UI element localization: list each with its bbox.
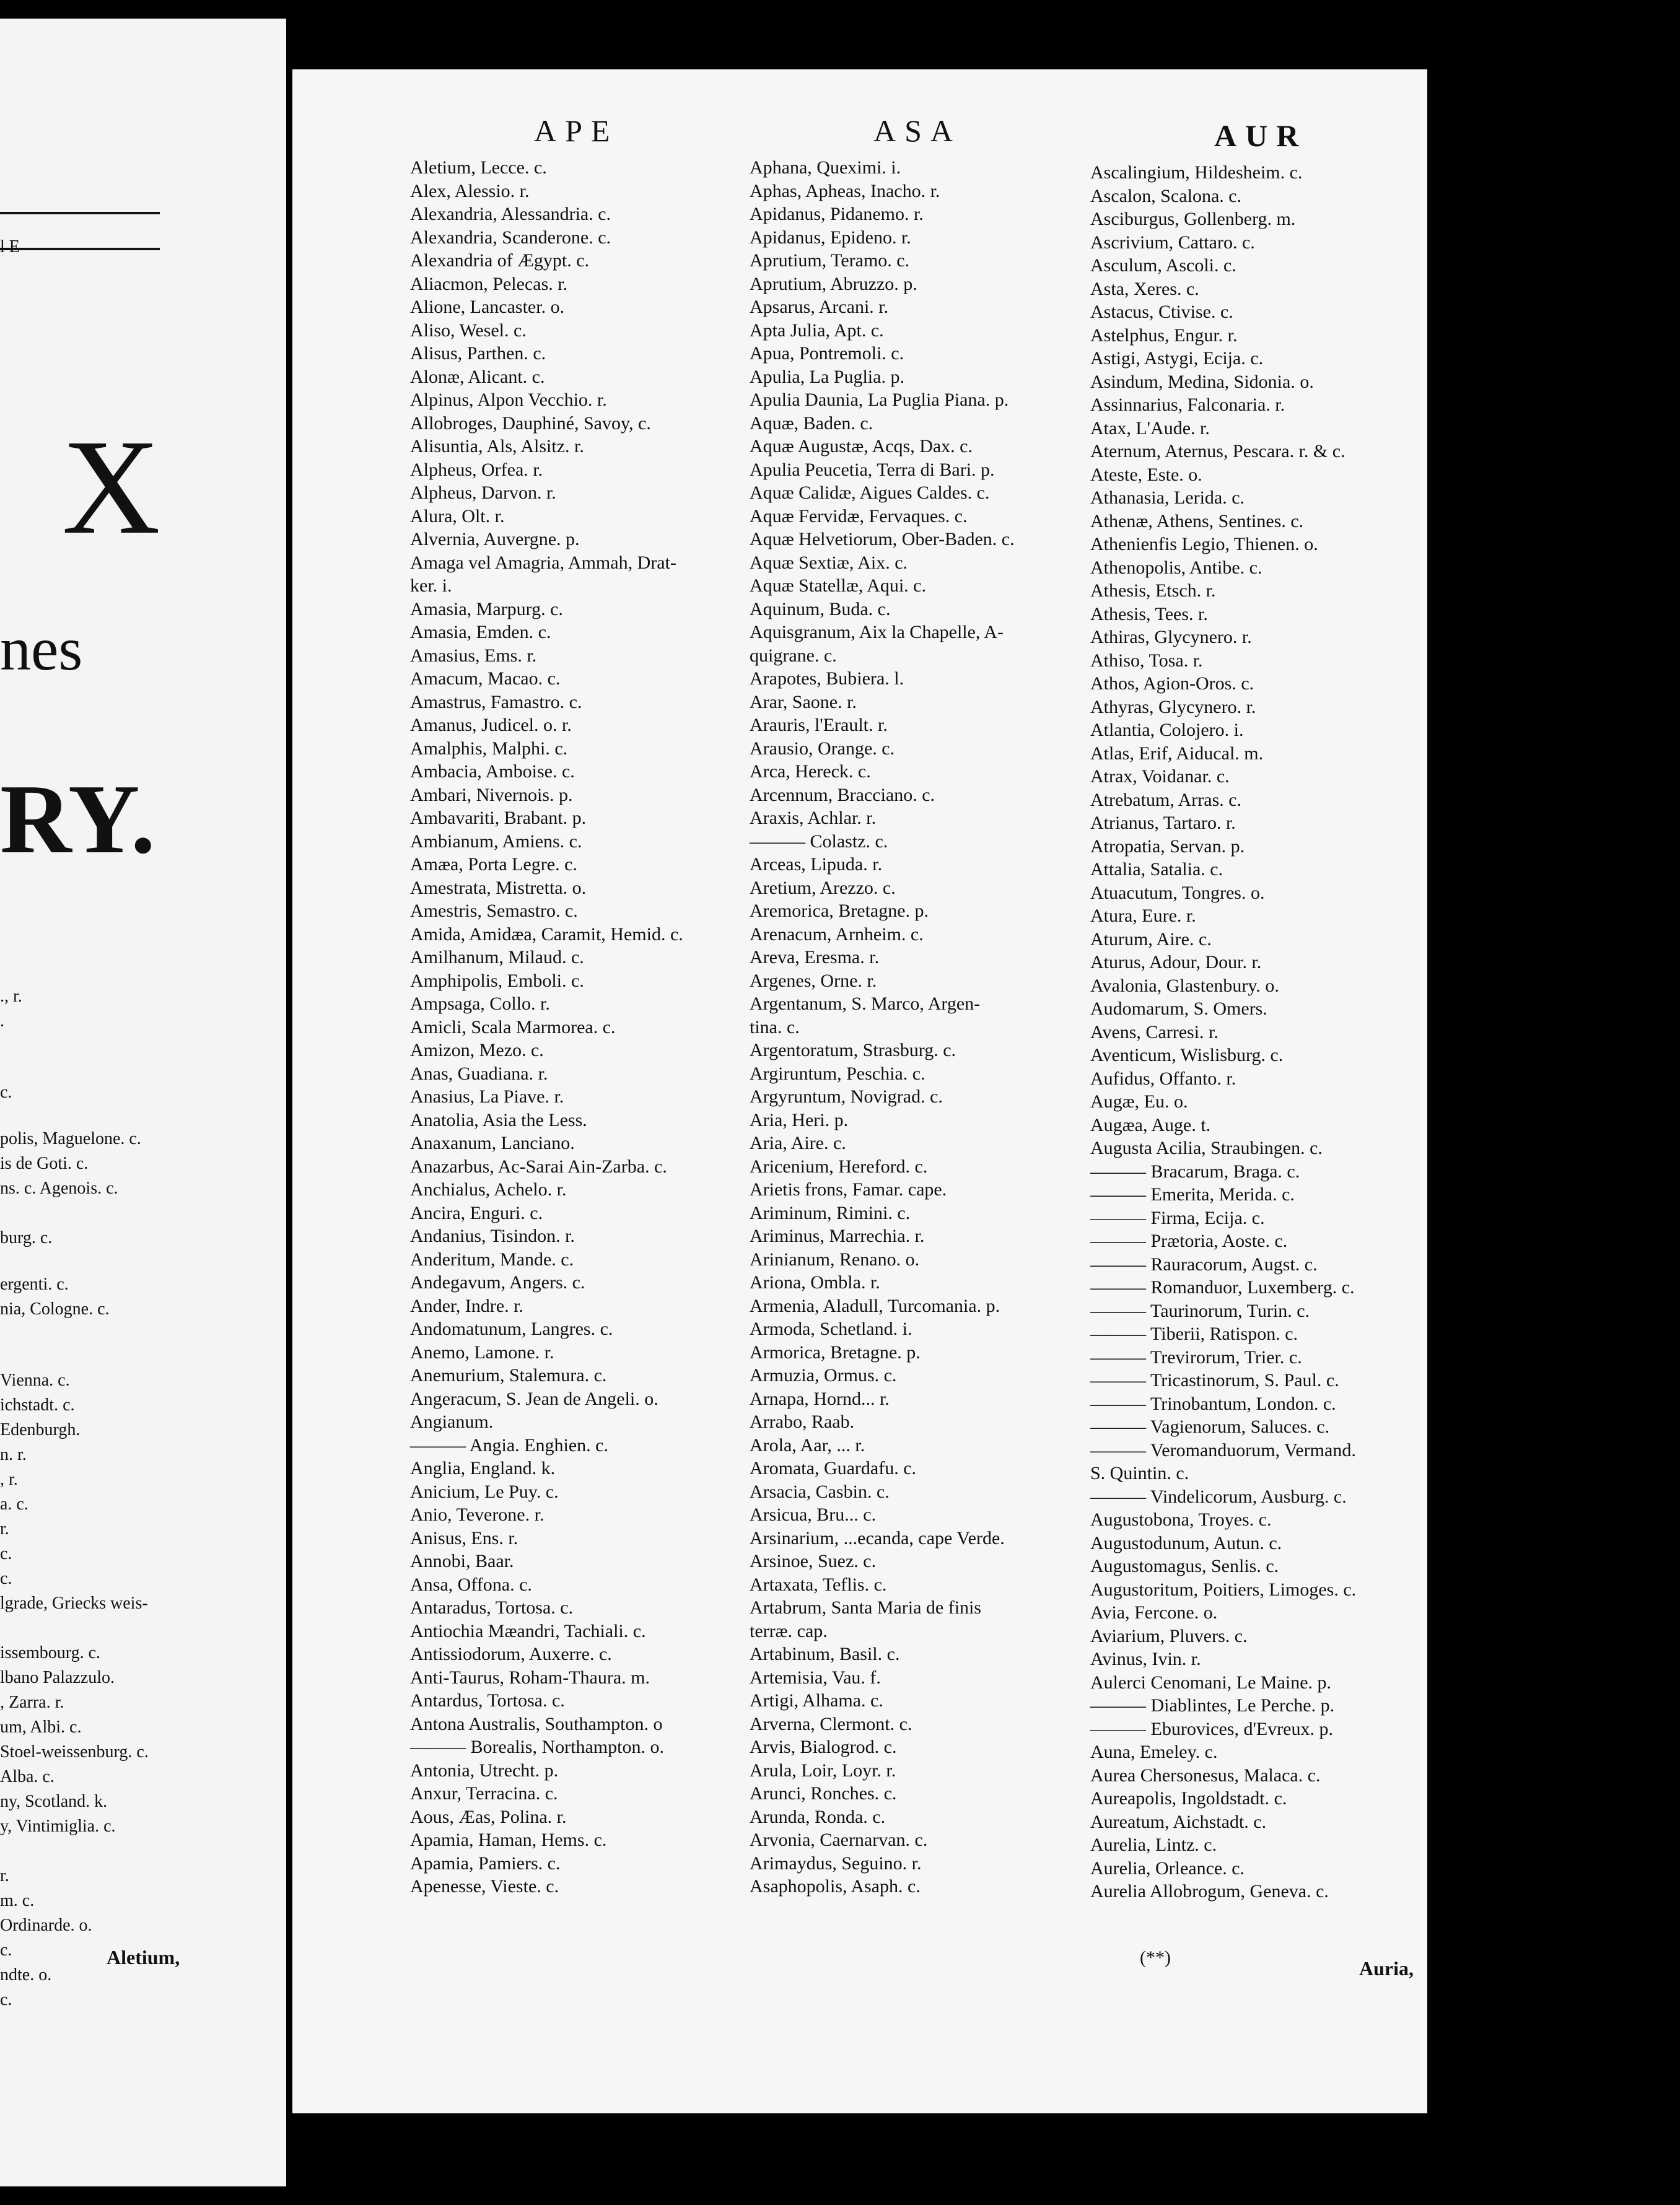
entry-list bbox=[410, 156, 683, 1898]
column-header: ASA bbox=[873, 113, 962, 148]
index-entry: Antissiodorum, Auxerre. c. bbox=[410, 1644, 612, 1664]
entry-list bbox=[1090, 161, 1356, 1903]
index-entry: Aletium, Lecce. c. bbox=[410, 157, 547, 178]
index-entry: Alexandria of Ægypt. c. bbox=[410, 250, 590, 271]
index-entry: Ander, Indre. r. bbox=[410, 1295, 523, 1316]
index-entry: Amasia, Emden. c. bbox=[410, 622, 551, 642]
index-entry: Aufidus, Offanto. r. bbox=[1090, 1068, 1236, 1089]
index-entry: Ariminum, Rimini. c. bbox=[750, 1202, 911, 1223]
index-entry: Asta, Xeres. c. bbox=[1090, 278, 1199, 299]
index-entry: Arvis, Bialogrod. c. bbox=[750, 1737, 897, 1757]
index-entry: Artabinum, Basil. c. bbox=[750, 1644, 900, 1664]
index-entry: Arunda, Ronda. c. bbox=[750, 1806, 886, 1827]
text-fragment: ., r. bbox=[0, 987, 22, 1006]
index-entry: Arceas, Lipuda. r. bbox=[750, 854, 883, 875]
index-entry: Anicium, Le Puy. c. bbox=[410, 1481, 559, 1502]
index-entry: Alisuntia, Als, Alsitz. r. bbox=[410, 436, 584, 456]
index-entry: S. Quintin. c. bbox=[1090, 1463, 1189, 1483]
index-entry: Anderitum, Mande. c. bbox=[410, 1249, 574, 1270]
index-entry: Atuacutum, Tongres. o. bbox=[1090, 882, 1265, 903]
index-entry: Amphipolis, Emboli. c. bbox=[410, 970, 584, 991]
index-entry: Anaxanum, Lanciano. bbox=[410, 1133, 575, 1153]
index-entry: Ambianum, Amiens. c. bbox=[410, 831, 582, 852]
index-entry: Augustomagus, Senlis. c. bbox=[1090, 1556, 1279, 1576]
index-entry: quigrane. c. bbox=[750, 645, 837, 666]
index-entry: ——— Firma, Ecija. c. bbox=[1090, 1207, 1265, 1228]
index-entry: ——— Diablintes, Le Perche. p. bbox=[1090, 1695, 1335, 1716]
index-entry: Ariona, Ombla. r. bbox=[750, 1272, 880, 1293]
text-fragment: ndte. o. bbox=[0, 1965, 52, 1984]
index-entry: ——— Romanduor, Luxemberg. c. bbox=[1090, 1277, 1355, 1298]
big-fragment-nes: nes bbox=[0, 614, 83, 683]
index-entry: Avens, Carresi. r. bbox=[1090, 1021, 1218, 1042]
index-entry: Alonæ, Alicant. c. bbox=[410, 366, 545, 387]
index-entry: Aquisgranum, Aix la Chapelle, A- bbox=[750, 622, 1004, 642]
index-entry: Athiras, Glycynero. r. bbox=[1090, 627, 1252, 647]
index-entry: Ambavariti, Brabant. p. bbox=[410, 808, 587, 828]
index-entry: Allobroges, Dauphiné, Savoy, c. bbox=[410, 413, 651, 434]
index-entry: Augusta Acilia, Straubingen. c. bbox=[1090, 1138, 1323, 1158]
index-entry: Apidanus, Pidanemo. r. bbox=[750, 204, 924, 224]
index-entry: Ambacia, Amboise. c. bbox=[410, 761, 575, 782]
index-entry: Amalphis, Malphi. c. bbox=[410, 738, 568, 759]
index-entry: Athesis, Tees. r. bbox=[1090, 603, 1208, 624]
index-entry: Amida, Amidæa, Caramit, Hemid. c. bbox=[410, 923, 683, 945]
index-entry: Argiruntum, Peschia. c. bbox=[750, 1063, 925, 1084]
index-entry: Ansa, Offona. c. bbox=[410, 1574, 532, 1595]
index-entry: Argentanum, S. Marco, Argen- bbox=[750, 993, 981, 1014]
index-entry: Apenesse, Vieste. c. bbox=[410, 1876, 559, 1897]
index-entry: Areva, Eresma. r. bbox=[750, 947, 880, 967]
index-entry: Antonia, Utrecht. p. bbox=[410, 1760, 559, 1781]
index-entry: Aquæ Statellæ, Aqui. c. bbox=[750, 575, 926, 596]
index-entry: Athyras, Glycynero. r. bbox=[1090, 696, 1256, 717]
index-entry: Atlas, Erif, Aiducal. m. bbox=[1090, 743, 1264, 764]
index-entry: Amæa, Porta Legre. c. bbox=[410, 854, 577, 875]
index-entry: Amastrus, Famastro. c. bbox=[410, 691, 582, 712]
index-entry: Arcennum, Bracciano. c. bbox=[750, 784, 935, 805]
index-entry: ——— Trinobantum, London. c. bbox=[1090, 1393, 1336, 1414]
index-entry: Aquæ Augustæ, Acqs, Dax. c. bbox=[750, 436, 973, 456]
index-entry: ——— Vagienorum, Saluces. c. bbox=[1090, 1417, 1330, 1437]
text-fragment: Ordinarde. o. bbox=[0, 1916, 92, 1935]
index-entry: Anio, Teverone. r. bbox=[410, 1504, 545, 1525]
text-fragment: burg. c. bbox=[0, 1228, 53, 1247]
index-entry: Antaradus, Tortosa. c. bbox=[410, 1597, 574, 1618]
index-entry: Augustoritum, Poitiers, Limoges. c. bbox=[1090, 1579, 1357, 1600]
text-fragment: um, Albi. c. bbox=[0, 1718, 82, 1737]
index-entry: Apta Julia, Apt. c. bbox=[750, 320, 884, 341]
index-entry: Anxur, Terracina. c. bbox=[410, 1783, 558, 1804]
index-entry: Aquæ Sextiæ, Aix. c. bbox=[750, 552, 908, 573]
text-fragment: polis, Maguelone. c. bbox=[0, 1129, 141, 1148]
index-entry: ——— Taurinorum, Turin. c. bbox=[1090, 1300, 1310, 1321]
text-fragment: c. bbox=[0, 1569, 12, 1588]
index-entry: Aquæ Helvetiorum, Ober-Baden. c. bbox=[750, 529, 1015, 549]
index-entry: Atrax, Voidanar. c. bbox=[1090, 766, 1230, 787]
index-entry: Alisus, Parthen. c. bbox=[410, 343, 546, 364]
index-entry: Aquæ Fervidæ, Fervaques. c. bbox=[750, 505, 968, 526]
index-entry: Alpinus, Alpon Vecchio. r. bbox=[410, 390, 607, 410]
index-entry: Arsinoe, Suez. c. bbox=[750, 1551, 877, 1571]
index-entry: Aromata, Guardafu. c. bbox=[750, 1458, 917, 1478]
index-entry: Atura, Eure. r. bbox=[1090, 906, 1196, 926]
index-entry: Artigi, Alhama. c. bbox=[750, 1690, 883, 1711]
index-entry: Aventicum, Wislisburg. c. bbox=[1090, 1045, 1284, 1065]
text-fragment: is de Goti. c. bbox=[0, 1154, 89, 1173]
left-catchword: Aletium, bbox=[107, 1946, 180, 1968]
index-entry: Arsinarium, ...ecanda, cape Verde. bbox=[750, 1527, 1005, 1548]
text-fragment: ny, Scotland. k. bbox=[0, 1792, 108, 1811]
index-entry: Alexandria, Scanderone. c. bbox=[410, 227, 611, 248]
index-entry: Anatolia, Asia the Less. bbox=[410, 1109, 587, 1130]
index-entry: Arenacum, Arnheim. c. bbox=[750, 923, 924, 945]
index-entry: Aremorica, Bretagne. p. bbox=[750, 901, 929, 921]
index-entry: Apsarus, Arcani. r. bbox=[750, 297, 889, 317]
text-fragment: lgrade, Griecks weis- bbox=[0, 1594, 148, 1613]
index-entry: Athenopolis, Antibe. c. bbox=[1090, 557, 1262, 578]
index-entry: Apua, Pontremoli. c. bbox=[750, 343, 904, 364]
index-entry: Ateste, Este. o. bbox=[1090, 464, 1202, 485]
text-fragment: m. c. bbox=[0, 1891, 35, 1910]
text-fragment: Vienna. c. bbox=[0, 1371, 70, 1390]
text-fragment: l E bbox=[0, 237, 20, 256]
index-entry: Alvernia, Auvergne. p. bbox=[410, 529, 580, 549]
index-entry: Aretium, Arezzo. c. bbox=[750, 877, 896, 898]
index-entry: Augustobona, Troyes. c. bbox=[1090, 1509, 1272, 1530]
text-fragment: r. bbox=[0, 1519, 9, 1539]
index-entry: Alura, Olt. r. bbox=[410, 505, 505, 526]
index-entry: ——— Prætoria, Aoste. c. bbox=[1090, 1231, 1288, 1251]
index-entry: ——— Veromanduorum, Vermand. bbox=[1090, 1439, 1356, 1461]
index-entry: Arsicua, Bru... c. bbox=[750, 1504, 877, 1525]
text-fragment: c. bbox=[0, 1990, 12, 2009]
index-entry: Arar, Saone. r. bbox=[750, 691, 857, 712]
index-entry: Antardus, Tortosa. c. bbox=[410, 1690, 565, 1711]
text-fragment: nia, Cologne. c. bbox=[0, 1299, 110, 1319]
index-entry: Apamia, Haman, Hems. c. bbox=[410, 1830, 607, 1850]
index-entry: Anti-Taurus, Roham-Thaura. m. bbox=[410, 1667, 650, 1688]
index-entry: Aria, Aire. c. bbox=[750, 1133, 846, 1153]
index-entry: Argentoratum, Strasburg. c. bbox=[750, 1040, 956, 1060]
index-entry: Anemurium, Stalemura. c. bbox=[410, 1365, 607, 1386]
index-entry: Asculum, Ascoli. c. bbox=[1090, 255, 1236, 276]
text-fragment: ns. c. Agenois. c. bbox=[0, 1179, 118, 1198]
index-entry: Aliacmon, Pelecas. r. bbox=[410, 273, 568, 294]
big-fragment-ry: RY. bbox=[0, 764, 155, 874]
index-entry: Athenæ, Athens, Sentines. c. bbox=[1090, 510, 1304, 531]
index-entry: Athanasia, Lerida. c. bbox=[1090, 487, 1245, 508]
index-entry: Aphana, Queximi. i. bbox=[750, 157, 901, 178]
index-entry: ker. i. bbox=[410, 575, 452, 596]
index-entry: Aliso, Wesel. c. bbox=[410, 320, 527, 341]
index-entry: Anas, Guadiana. r. bbox=[410, 1063, 548, 1084]
index-entry: Attalia, Satalia. c. bbox=[1090, 859, 1223, 880]
index-entry: terræ. cap. bbox=[750, 1620, 828, 1641]
index-entry: Aurea Chersonesus, Malaca. c. bbox=[1090, 1765, 1321, 1786]
index-entry: Amasius, Ems. r. bbox=[410, 645, 537, 666]
text-fragment: issembourg. c. bbox=[0, 1643, 101, 1662]
column-header: APE bbox=[534, 113, 619, 148]
index-entry: Arverna, Clermont. c. bbox=[750, 1713, 912, 1734]
index-entry: Athenienfis Legio, Thienen. o. bbox=[1090, 534, 1318, 554]
index-entry: ——— Bracarum, Braga. c. bbox=[1090, 1161, 1300, 1182]
index-entry: Aurelia, Orleance. c. bbox=[1090, 1858, 1245, 1879]
index-entry: Anemo, Lamone. r. bbox=[410, 1342, 554, 1363]
signature-mark: (**) bbox=[1140, 1947, 1171, 1968]
index-entry: Atlantia, Colojero. i. bbox=[1090, 720, 1244, 740]
text-fragment: c. bbox=[0, 1083, 12, 1102]
index-entry: Apamia, Pamiers. c. bbox=[410, 1853, 561, 1874]
column-header: AUR bbox=[1214, 118, 1308, 153]
index-entry: Anazarbus, Ac-Sarai Ain-Zarba. c. bbox=[410, 1156, 667, 1177]
index-entry: Aviarium, Pluvers. c. bbox=[1090, 1625, 1248, 1646]
index-entry: Aureapolis, Ingoldstadt. c. bbox=[1090, 1788, 1287, 1809]
index-entry: Assinnarius, Falconaria. r. bbox=[1090, 395, 1285, 415]
index-entry: ——— Colastz. c. bbox=[750, 831, 888, 852]
index-entry: Ariminus, Marrechia. r. bbox=[750, 1226, 925, 1246]
index-entry: ——— Tricastinorum, S. Paul. c. bbox=[1090, 1370, 1339, 1391]
index-entry: Apulia Daunia, La Puglia Piana. p. bbox=[750, 390, 1009, 410]
index-entry: Augæ, Eu. o. bbox=[1090, 1091, 1188, 1112]
index-entry: Antiochia Mæandri, Tachiali. c. bbox=[410, 1620, 646, 1641]
text-fragment: Alba. c. bbox=[0, 1767, 55, 1786]
index-entry: Aphas, Apheas, Inacho. r. bbox=[750, 180, 940, 201]
index-entry: Aurelia Allobrogum, Geneva. c. bbox=[1090, 1881, 1329, 1902]
text-fragment: n. r. bbox=[0, 1445, 27, 1464]
index-entry: Augustodunum, Autun. c. bbox=[1090, 1532, 1282, 1553]
index-entry: Arrabo, Raab. bbox=[750, 1412, 855, 1432]
index-entry: Aquæ, Baden. c. bbox=[750, 413, 873, 434]
index-entry: Amaga vel Amagria, Ammah, Drat- bbox=[410, 552, 676, 573]
index-entry: Amasia, Marpurg. c. bbox=[410, 598, 563, 619]
index-entry: Amestris, Semastro. c. bbox=[410, 901, 578, 921]
index-entry: Argenes, Orne. r. bbox=[750, 970, 877, 991]
index-entry: Apulia Peucetia, Terra di Bari. p. bbox=[750, 459, 995, 480]
index-entry: Armorica, Bretagne. p. bbox=[750, 1342, 921, 1363]
left-page bbox=[0, 19, 286, 2186]
index-entry: Ancira, Enguri. c. bbox=[410, 1202, 543, 1223]
index-entry: Athesis, Etsch. r. bbox=[1090, 580, 1216, 601]
index-entry: ——— Emerita, Merida. c. bbox=[1090, 1184, 1295, 1205]
index-entry: Arsacia, Casbin. c. bbox=[750, 1481, 890, 1502]
index-entry: ——— Trevirorum, Trier. c. bbox=[1090, 1347, 1302, 1368]
text-fragment: . bbox=[0, 1011, 4, 1031]
index-entry: Avalonia, Glastenbury. o. bbox=[1090, 975, 1279, 996]
text-fragment: lbano Palazzulo. bbox=[0, 1668, 115, 1687]
index-entry: ——— Vindelicorum, Ausburg. c. bbox=[1090, 1486, 1347, 1507]
index-entry: Asciburgus, Gollenberg. m. bbox=[1090, 209, 1296, 229]
index-entry: Aturus, Adour, Dour. r. bbox=[1090, 952, 1262, 972]
index-entry: Annobi, Baar. bbox=[410, 1551, 514, 1571]
text-fragment: c. bbox=[0, 1941, 12, 1960]
index-entry: Arapotes, Bubiera. l. bbox=[750, 668, 904, 689]
index-entry: Auna, Emeley. c. bbox=[1090, 1742, 1218, 1762]
index-entry: Anasius, La Piave. r. bbox=[410, 1086, 564, 1107]
index-entry: Aous, Æas, Polina. r. bbox=[410, 1806, 567, 1827]
text-fragment: c. bbox=[0, 1544, 12, 1563]
index-entry: Atrianus, Tartaro. r. bbox=[1090, 813, 1236, 833]
index-entry: Anisus, Ens. r. bbox=[410, 1527, 518, 1548]
text-fragment: a. c. bbox=[0, 1495, 28, 1514]
index-entry: Arola, Aar, ... r. bbox=[750, 1434, 865, 1456]
index-entry: Avia, Fercone. o. bbox=[1090, 1602, 1218, 1623]
index-entry: Arvonia, Caernarvan. c. bbox=[750, 1830, 928, 1850]
index-entry: Athiso, Tosa. r. bbox=[1090, 650, 1203, 671]
index-entry: Ascrivium, Cattaro. c. bbox=[1090, 232, 1255, 253]
index-entry: Angianum. bbox=[410, 1412, 494, 1432]
index-entry: Aquæ Calidæ, Aigues Caldes. c. bbox=[750, 482, 990, 503]
index-entry: Armuzia, Ormus. c. bbox=[750, 1365, 897, 1386]
index-entry: Arca, Hereck. c. bbox=[750, 761, 871, 782]
index-entry: Andomatunum, Langres. c. bbox=[410, 1319, 613, 1339]
text-fragment: , r. bbox=[0, 1470, 18, 1489]
index-entry: Anglia, England. k. bbox=[410, 1458, 556, 1478]
index-entry: Aria, Heri. p. bbox=[750, 1109, 849, 1130]
right-page bbox=[292, 69, 1427, 2113]
index-entry: Arinianum, Renano. o. bbox=[750, 1249, 920, 1270]
index-entry: Artaxata, Teflis. c. bbox=[750, 1574, 887, 1595]
index-entry: Aquinum, Buda. c. bbox=[750, 598, 891, 619]
index-entry: Alex, Alessio. r. bbox=[410, 180, 530, 201]
index-entry: Asindum, Medina, Sidonia. o. bbox=[1090, 371, 1314, 392]
index-entry: Artemisia, Vau. f. bbox=[750, 1667, 881, 1688]
index-entry: Augæa, Auge. t. bbox=[1090, 1114, 1211, 1135]
index-entry: Apidanus, Epideno. r. bbox=[750, 227, 911, 248]
index-entry: Arunci, Ronches. c. bbox=[750, 1783, 897, 1804]
index-entry: Asaphopolis, Asaph. c. bbox=[750, 1876, 921, 1897]
big-letter-x: X bbox=[62, 411, 160, 562]
index-entry: Aurelia, Lintz. c. bbox=[1090, 1835, 1217, 1855]
index-entry: Amilhanum, Milaud. c. bbox=[410, 947, 584, 967]
index-entry: Arietis frons, Famar. cape. bbox=[750, 1179, 947, 1200]
index-entry: ——— Borealis, Northampton. o. bbox=[410, 1737, 664, 1757]
text-fragment: ichstadt. c. bbox=[0, 1395, 75, 1415]
index-entry: Astacus, Ctivise. c. bbox=[1090, 302, 1233, 322]
text-fragment: , Zarra. r. bbox=[0, 1693, 64, 1712]
index-entry: Atrebatum, Arras. c. bbox=[1090, 789, 1242, 810]
text-fragment: y, Vintimiglia. c. bbox=[0, 1817, 116, 1836]
index-entry: Astelphus, Engur. r. bbox=[1090, 325, 1238, 346]
index-entry: Alione, Lancaster. o. bbox=[410, 297, 565, 317]
index-entry: Ascalingium, Hildesheim. c. bbox=[1090, 162, 1303, 183]
index-entry: Aternum, Aternus, Pescara. r. & c. bbox=[1090, 441, 1345, 461]
index-entry: Amizon, Mezo. c. bbox=[410, 1040, 544, 1060]
index-entry: Antona Australis, Southampton. o bbox=[410, 1713, 663, 1734]
index-entry: Armenia, Aladull, Turcomania. p. bbox=[750, 1295, 1000, 1316]
index-entry: Anchialus, Achelo. r. bbox=[410, 1179, 567, 1200]
index-entry: Amacum, Macao. c. bbox=[410, 668, 561, 689]
index-entry: Aureatum, Aichstadt. c. bbox=[1090, 1811, 1267, 1832]
index-entry: Ampsaga, Collo. r. bbox=[410, 993, 550, 1014]
index-entry: Athos, Agion-Oros. c. bbox=[1090, 673, 1254, 694]
catchword: Auria, bbox=[1359, 1957, 1414, 1980]
index-entry: Atax, L'Aude. r. bbox=[1090, 417, 1210, 439]
text-fragment: r. bbox=[0, 1866, 9, 1885]
index-entry: Alpheus, Orfea. r. bbox=[410, 459, 543, 480]
text-fragment: Edenburgh. bbox=[0, 1420, 81, 1439]
index-entry: Andanius, Tisindon. r. bbox=[410, 1226, 575, 1246]
index-entry: Arnapa, Hornd... r. bbox=[750, 1388, 890, 1409]
rule bbox=[0, 248, 160, 250]
index-entry: Araxis, Achlar. r. bbox=[750, 808, 877, 828]
index-entry: Astigi, Astygi, Ecija. c. bbox=[1090, 348, 1264, 369]
index-entry: Arimaydus, Seguino. r. bbox=[750, 1853, 922, 1874]
index-entry: Atropatia, Servan. p. bbox=[1090, 836, 1245, 857]
rule bbox=[0, 212, 160, 214]
index-entry: Arausio, Orange. c. bbox=[750, 738, 895, 759]
index-entry: Amicli, Scala Marmorea. c. bbox=[410, 1016, 616, 1037]
index-entry: Artabrum, Santa Maria de finis bbox=[750, 1597, 982, 1618]
index-entry: ——— Angia. Enghien. c. bbox=[410, 1434, 608, 1456]
text-fragment: Stoel-weissenburg. c. bbox=[0, 1742, 149, 1762]
index-entry: ——— Eburovices, d'Evreux. p. bbox=[1090, 1718, 1333, 1739]
index-entry: Armoda, Schetland. i. bbox=[750, 1319, 912, 1339]
index-entry: Ascalon, Scalona. c. bbox=[1090, 185, 1242, 206]
index-entry: Ambari, Nivernois. p. bbox=[410, 784, 573, 805]
entry-list bbox=[750, 156, 1015, 1898]
index-entry: Apulia, La Puglia. p. bbox=[750, 366, 904, 387]
index-entry: Aulerci Cenomani, Le Maine. p. bbox=[1090, 1672, 1332, 1693]
index-entry: Argyruntum, Novigrad. c. bbox=[750, 1086, 943, 1107]
index-entry: Avinus, Ivin. r. bbox=[1090, 1649, 1201, 1669]
index-entry: Alexandria, Alessandria. c. bbox=[410, 204, 611, 224]
index-entry: Aturum, Aire. c. bbox=[1090, 928, 1212, 950]
text-fragment: ergenti. c. bbox=[0, 1275, 69, 1294]
index-entry: tina. c. bbox=[750, 1016, 800, 1037]
index-entry: Aprutium, Abruzzo. p. bbox=[750, 273, 917, 294]
index-entry: Amestrata, Mistretta. o. bbox=[410, 877, 587, 898]
index-entry: Aprutium, Teramo. c. bbox=[750, 250, 910, 271]
index-entry: Andegavum, Angers. c. bbox=[410, 1272, 585, 1293]
index-entry: Amanus, Judicel. o. r. bbox=[410, 715, 572, 735]
index-entry: ——— Rauracorum, Augst. c. bbox=[1090, 1254, 1318, 1275]
index-entry: Arula, Loir, Loyr. r. bbox=[750, 1760, 896, 1781]
index-entry: Arauris, l'Erault. r. bbox=[750, 715, 888, 735]
index-entry: Angeracum, S. Jean de Angeli. o. bbox=[410, 1388, 658, 1409]
index-entry: ——— Tiberii, Ratispon. c. bbox=[1090, 1324, 1298, 1344]
index-entry: Alpheus, Darvon. r. bbox=[410, 482, 556, 503]
index-entry: Aricenium, Hereford. c. bbox=[750, 1156, 928, 1177]
index-entry: Audomarum, S. Omers. bbox=[1090, 998, 1267, 1019]
